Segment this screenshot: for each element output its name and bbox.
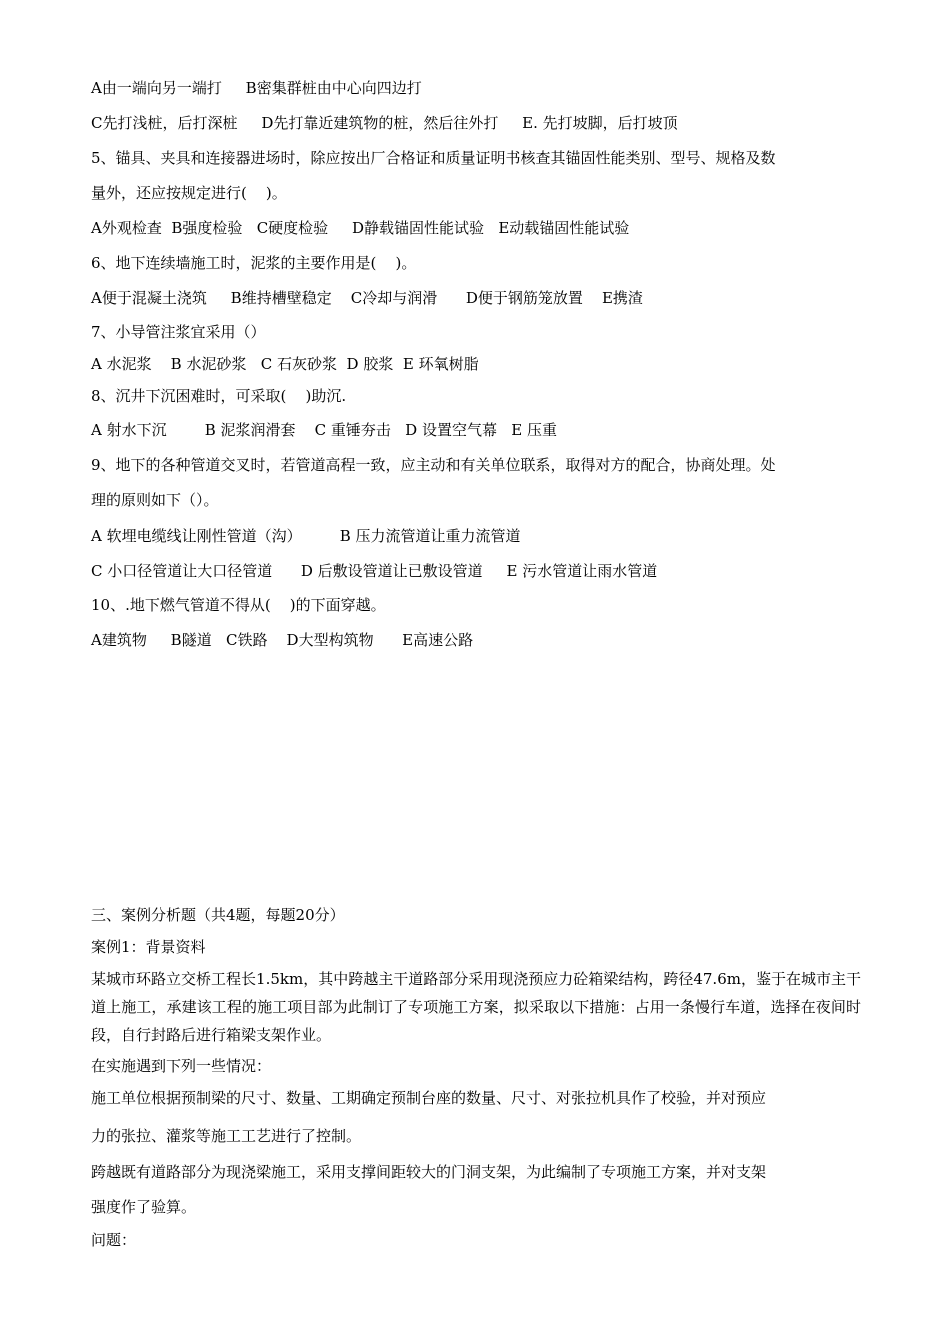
q9-options-line-2: C 小口径管道让大口径管道 D 后敷设管道让已敷设管道 E 污水管道让雨水管道	[91, 562, 658, 580]
q10-stem: 10、.地下燃气管道不得从( )的下面穿越。	[91, 596, 386, 614]
q8-stem: 8、沉井下沉困难时，可采取( )助沉.	[91, 387, 347, 405]
q10-options: A建筑物 B隧道 C铁路 D大型构筑物 E高速公路	[91, 631, 474, 649]
q4-options-line-1: A由一端向另一端打 B密集群桩由中心向四边打	[91, 79, 422, 97]
q7-stem: 7、小导管注浆宜采用（）	[91, 323, 266, 341]
situation-intro: 在实施遇到下列一些情况：	[91, 1057, 272, 1075]
q5-stem-line-2: 量外，还应按规定进行( )。	[91, 184, 287, 202]
q7-options: A 水泥浆 B 水泥砂浆 C 石灰砂浆 D 胶浆 E 环氧树脂	[91, 355, 479, 373]
q4-options-line-2: C先打浅桩，后打深桩 D先打靠近建筑物的桩，然后往外打 E. 先打坡脚，后打坡顶	[91, 114, 678, 132]
case1-background: 某城市环路立交桥工程长1.5km，其中跨越主干道路部分采用现浇预应力砼箱梁结构，跨径47.6m，鉴于在城市主干道上施工，承建该工程的施工项目部为此制订了专项施工方案，拟采取以下措施：占用一条慢行车道，选择在夜间时段，自行封路后进行箱梁支架作业。	[91, 970, 861, 1044]
q9-options-line-1: A 软埋电缆线让刚性管道（沟） B 压力流管道让重力流管道	[91, 527, 521, 545]
q6-stem: 6、地下连续墙施工时，泥浆的主要作用是( )。	[91, 254, 417, 272]
case1-title: 案例1：背景资料	[91, 938, 206, 956]
q9-stem-line-2: 理的原则如下（）。	[91, 491, 219, 509]
q6-options: A便于混凝土浇筑 B维持槽壁稳定 C冷却与润滑 D便于钢筋笼放置 E携渣	[91, 289, 643, 307]
situation-1-line-1: 施工单位根据预制梁的尺寸、数量、工期确定预制台座的数量、尺寸、对张拉机具作了校验，并对预应	[91, 1089, 767, 1107]
q8-options: A 射水下沉 B 泥浆润滑套 C 重锤夯击 D 设置空气幕 E 压重	[91, 421, 557, 439]
q5-options: A外观检查 B强度检验 C硬度检验 D静载锚固性能试验 E动载锚固性能试验	[91, 219, 630, 237]
situation-2-line-2: 强度作了验算。	[91, 1198, 197, 1216]
q5-stem-line-1: 5、锚具、夹具和连接器进场时，除应按出厂合格证和质量证明书核查其锚固性能类别、型号、规格及数	[91, 149, 776, 167]
questions-label: 问题：	[91, 1231, 137, 1249]
section-heading: 三、案例分析题（共4题，每题20分）	[91, 906, 345, 924]
q9-stem-line-1: 9、地下的各种管道交叉时，若管道高程一致，应主动和有关单位联系，取得对方的配合，协商处理。处	[91, 456, 776, 474]
situation-2-line-1: 跨越既有道路部分为现浇梁施工，采用支撑间距较大的门洞支架，为此编制了专项施工方案，并对支架	[91, 1163, 767, 1181]
situation-1-line-2: 力的张拉、灌浆等施工工艺进行了控制。	[91, 1127, 362, 1145]
